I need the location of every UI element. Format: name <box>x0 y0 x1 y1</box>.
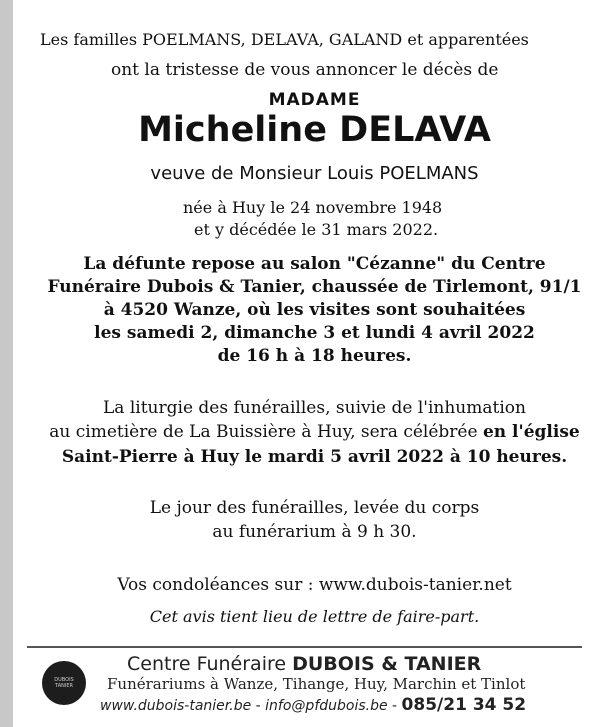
notice-line: Cet avis tient lieu de lettre de faire-part. <box>149 607 480 626</box>
obituary-notice <box>13 0 616 727</box>
families-line: Les familles POELMANS, DELAVA, GALAND et apparentées <box>40 30 529 49</box>
funeral-home-logo <box>42 661 86 705</box>
visitation-line: La défunte repose au salon "Cézanne" du Centre <box>83 254 546 274</box>
visitation-line: à 4520 Wanze, où les visites sont souhaitées <box>103 300 526 320</box>
liturgy-line: La liturgie des funérailles, suivie de l'inhumation <box>103 398 526 418</box>
left-margin-bar <box>0 0 13 727</box>
deceased-name: Micheline DELAVA <box>138 110 491 150</box>
website-link[interactable]: www.dubois-tanier.be <box>100 698 252 714</box>
logo-text: DUBOIS <box>54 677 74 683</box>
visitation-line: Funéraire Dubois & Tanier, chaussée de Tirlemont, 91/1 <box>47 277 582 297</box>
logo-text: TANIER <box>55 683 73 689</box>
contact-line <box>100 695 526 715</box>
email-link[interactable]: info@pfdubois.be <box>265 698 388 714</box>
death-line: et y décédée le 31 mars 2022. <box>194 220 439 239</box>
liturgy-line <box>13 422 616 442</box>
separator: - <box>387 698 402 714</box>
liturgy-church: en l'église <box>482 422 580 442</box>
deceased-title: MADAME <box>268 90 361 110</box>
visitation-line: les samedi 2, dimanche 3 et lundi 4 avril 2022 <box>94 323 535 343</box>
condolences-line: Vos condoléances sur : www.dubois-tanier.net <box>117 575 512 595</box>
funeral-home-name <box>127 653 481 675</box>
separator: - <box>251 698 266 714</box>
liturgy-line: Saint-Pierre à Huy le mardi 5 avril 2022 à 10 heures. <box>61 447 568 467</box>
center-prefix: Centre Funéraire <box>127 653 293 675</box>
widow-line: veuve de Monsieur Louis POELMANS <box>150 163 479 184</box>
procession-line: au funérarium à 9 h 30. <box>212 522 417 542</box>
announcement-line: ont la tristesse de vous annoncer le décès de <box>111 60 499 80</box>
phone-number: 085/21 34 52 <box>401 695 527 715</box>
visitation-line: de 16 h à 18 heures. <box>217 346 412 366</box>
liturgy-text: au cimetière de La Buissière à Huy, sera célébrée <box>49 422 483 442</box>
procession-line: Le jour des funérailles, levée du corps <box>149 498 480 518</box>
birth-line: née à Huy le 24 novembre 1948 <box>183 198 443 217</box>
center-name: DUBOIS & TANIER <box>292 653 482 675</box>
funeral-home-footer <box>27 646 582 720</box>
funerarium-locations: Funérariums à Wanze, Tihange, Huy, Marchin et Tinlot <box>107 675 526 693</box>
